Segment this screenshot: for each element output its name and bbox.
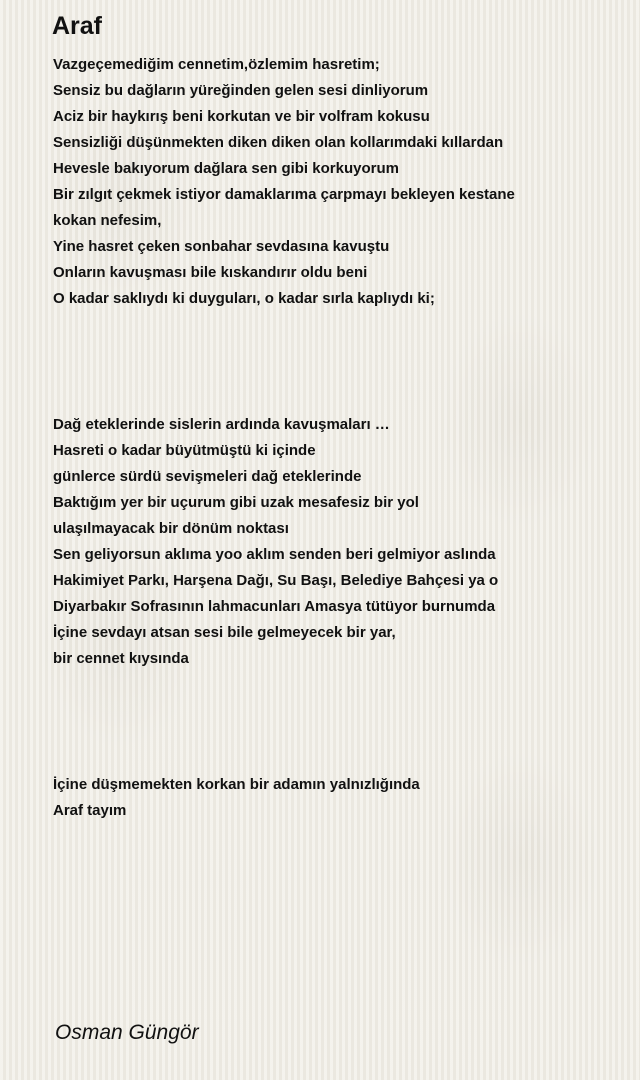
poem-line: Sensiz bu dağların yüreğinden gelen sesi dinliyorum: [53, 82, 429, 99]
poem-line: Hakimiyet Parkı, Harşena Dağı, Su Başı, Belediye Bahçesi ya o: [53, 572, 499, 589]
poem-line: bir cennet kıysında: [53, 650, 189, 667]
poem-line: Hasreti o kadar büyütmüştü ki içinde: [53, 442, 316, 459]
poem-line: İçine sevdayı atsan sesi bile gelmeyecek bir yar,: [53, 624, 396, 641]
poem-line: Onların kavuşması bile kıskandırır oldu beni: [53, 264, 368, 281]
stanza-1: [53, 52, 515, 312]
poem-line: Sensizliği düşünmekten diken diken olan kollarımdaki kıllardan: [53, 134, 504, 151]
stanza-3: [53, 772, 420, 824]
poem-line: Bir zılgıt çekmek istiyor damaklarıma çarpmayı bekleyen kestane: [53, 186, 515, 203]
poem-line: Araf tayım: [53, 802, 127, 819]
poem-line: O kadar saklıydı ki duyguları, o kadar sırla kaplıydı ki;: [53, 290, 435, 307]
poem-line: Sen geliyorsun aklıma yoo aklım senden beri gelmiyor aslında: [53, 546, 496, 563]
poem-line: ulaşılmayacak bir dönüm noktası: [53, 520, 289, 537]
poem-line: günlerce sürdü sevişmeleri dağ eteklerinde: [53, 468, 362, 485]
stanza-2: [53, 412, 498, 672]
poem-line: Aciz bir haykırış beni korkutan ve bir volfram kokusu: [53, 108, 430, 125]
poem-line: Yine hasret çeken sonbahar sevdasına kavuştu: [53, 238, 390, 255]
poem-line: Vazgeçemediğim cennetim,özlemim hasretim;: [53, 56, 380, 73]
poem-line: Diyarbakır Sofrasının lahmacunları Amasya tütüyor burnumda: [53, 598, 496, 615]
poem-line: İçine düşmemekten korkan bir adamın yalnızlığında: [53, 776, 420, 793]
poem-line: Dağ eteklerinde sislerin ardında kavuşmaları …: [53, 416, 390, 433]
poem-line: Baktığım yer bir uçurum gibi uzak mesafesiz bir yol: [53, 494, 419, 511]
poem-title: Araf: [52, 12, 103, 40]
poem-author: Osman Güngör: [55, 1021, 199, 1044]
poem-line: kokan nefesim,: [53, 212, 162, 229]
poem-line: Hevesle bakıyorum dağlara sen gibi korkuyorum: [53, 160, 399, 177]
